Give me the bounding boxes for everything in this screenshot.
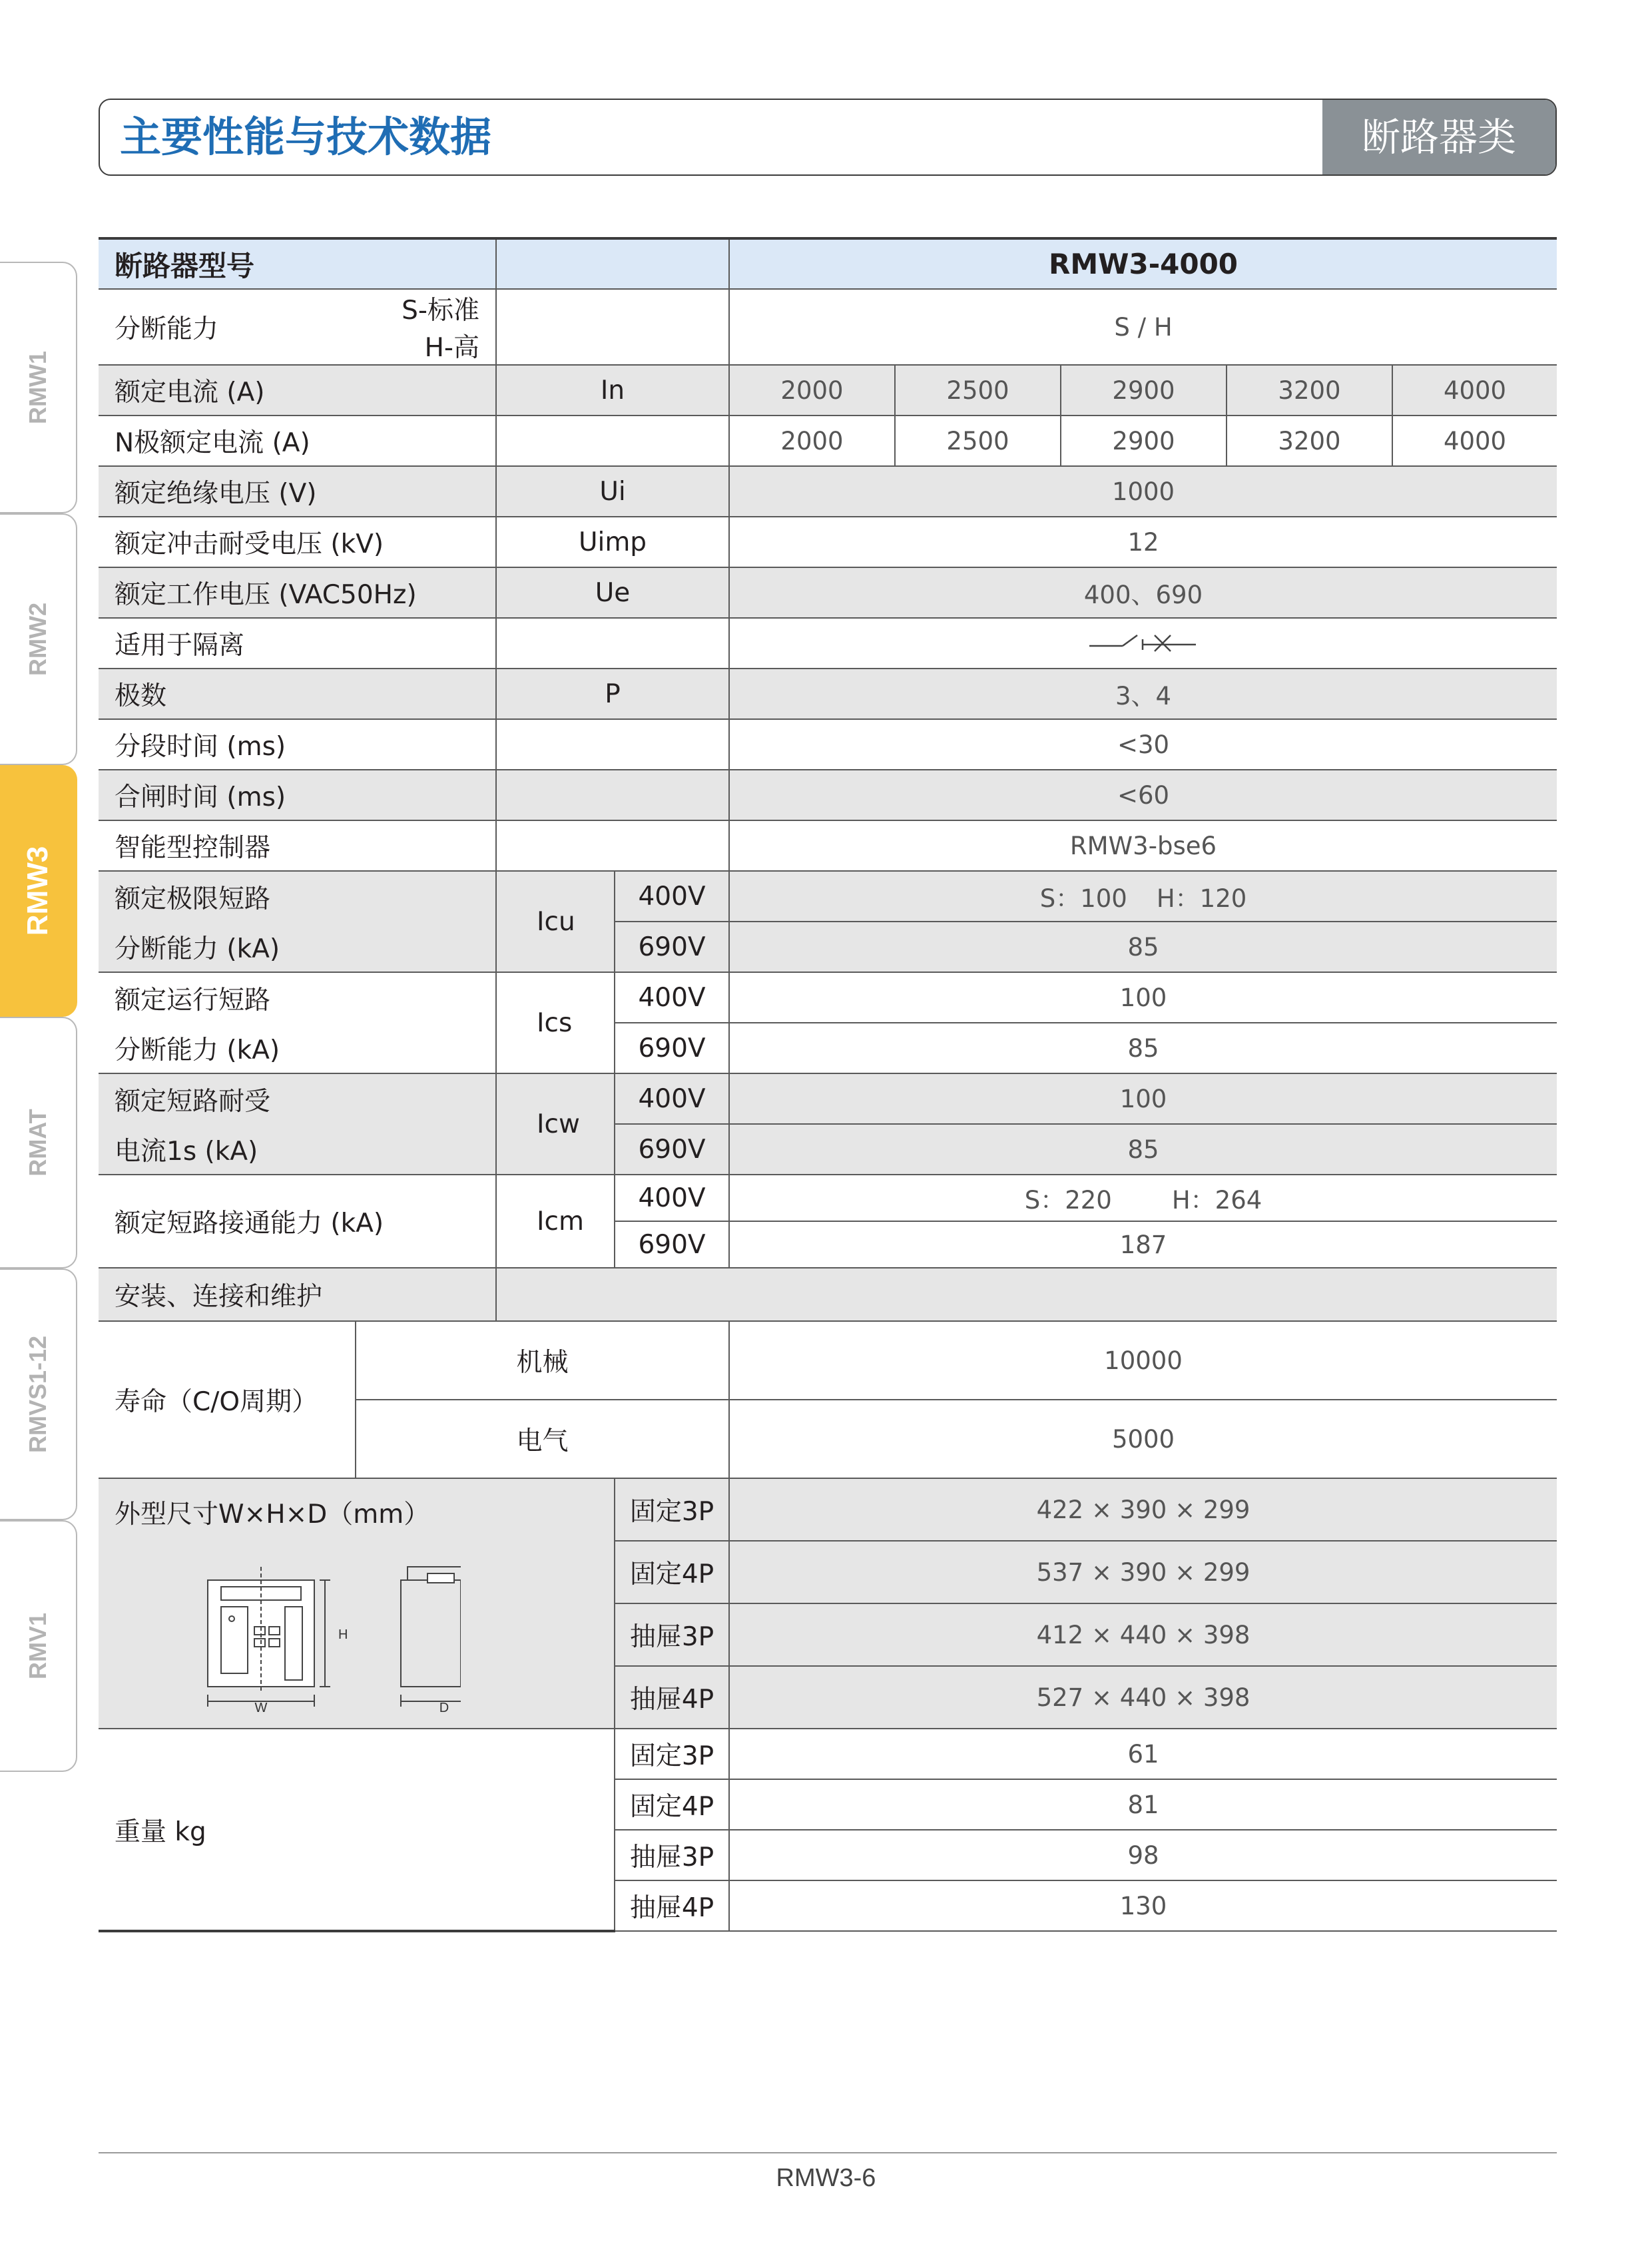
header-label: 断路器型号 xyxy=(99,238,496,289)
tab-rmat[interactable] xyxy=(0,1017,77,1268)
cell-value: 2900 xyxy=(1061,416,1227,466)
row-symbol: Icw xyxy=(496,1073,615,1175)
dim-type: 抽屉4P xyxy=(615,1666,729,1729)
table-row xyxy=(99,820,1557,871)
dim-type: 固定4P xyxy=(615,1541,729,1603)
spec-table xyxy=(99,237,1557,1932)
tab-rmw2[interactable] xyxy=(0,513,77,765)
row-label: 额定极限短路 xyxy=(115,884,271,914)
dim-label-w: W xyxy=(254,1701,268,1713)
model-name: RMW3-4000 xyxy=(729,238,1557,289)
row-label: 额定运行短路 xyxy=(115,985,271,1015)
row-label: 额定短路耐受 xyxy=(115,1086,271,1117)
row-label: 寿命（C/O周期） xyxy=(99,1321,356,1478)
page-header xyxy=(99,99,1557,176)
table-row xyxy=(99,669,1557,719)
tab-label: RMW2 xyxy=(24,603,51,676)
row-value: 12 xyxy=(729,517,1557,567)
row-label: 重量 kg xyxy=(99,1729,615,1931)
row-value: 1000 xyxy=(729,466,1557,517)
weight-value: 61 xyxy=(729,1729,1557,1779)
row-label: 电流1s (kA) xyxy=(99,1124,496,1175)
table-row xyxy=(99,972,1557,1023)
weight-type: 抽屉4P xyxy=(615,1880,729,1931)
table-row xyxy=(99,567,1557,618)
voltage-label: 690V xyxy=(615,1124,729,1175)
tab-rmw1[interactable] xyxy=(0,262,77,513)
dim-type: 固定3P xyxy=(615,1478,729,1541)
value-h: H：120 xyxy=(1156,884,1247,913)
row-symbol: Ics xyxy=(496,972,615,1073)
row-label: 分断能力 xyxy=(115,314,219,344)
row-value: 5000 xyxy=(729,1400,1557,1478)
row-label: 智能型控制器 xyxy=(99,820,496,871)
section-row xyxy=(99,1268,1557,1321)
row-label: 额定冲击耐受电压 (kV) xyxy=(99,517,496,567)
cell-value: 4000 xyxy=(1392,365,1557,416)
cell-value: 3200 xyxy=(1227,365,1392,416)
tab-label: RMW3 xyxy=(21,846,54,936)
cell-value: 3200 xyxy=(1227,416,1392,466)
table-row xyxy=(99,1073,1557,1124)
table-header-row xyxy=(99,238,1557,289)
row-symbol: P xyxy=(496,669,729,719)
row-label: 额定短路接通能力 (kA) xyxy=(99,1175,496,1268)
value-h: H：264 xyxy=(1171,1186,1262,1215)
table-row xyxy=(99,922,1557,972)
row-value: 10000 xyxy=(729,1321,1557,1400)
weight-value: 98 xyxy=(729,1830,1557,1880)
table-row xyxy=(99,1124,1557,1175)
footer-divider xyxy=(99,2152,1557,2153)
row-label: 分断能力 (kA) xyxy=(99,1023,496,1073)
table-row xyxy=(99,1729,1557,1779)
row-label: 合闸时间 (ms) xyxy=(99,770,496,820)
voltage-label: 690V xyxy=(615,1221,729,1268)
table-row xyxy=(99,289,1557,365)
cell-value: 2000 xyxy=(729,365,895,416)
value-s: S：220 xyxy=(1024,1186,1112,1215)
row-symbol: Ui xyxy=(496,466,729,517)
row-label: 分段时间 (ms) xyxy=(99,719,496,770)
voltage-label: 400V xyxy=(615,972,729,1023)
life-elec-label: 电气 xyxy=(356,1400,729,1478)
table-row xyxy=(99,618,1557,669)
table-row xyxy=(99,1321,1557,1400)
tab-rmv1[interactable] xyxy=(0,1520,77,1772)
row-symbol: In xyxy=(496,365,729,416)
tab-label: RMW1 xyxy=(24,351,51,424)
table-row xyxy=(99,517,1557,567)
tab-label: RMVS1-12 xyxy=(24,1335,51,1454)
page-number: RMW3-6 xyxy=(776,2164,876,2192)
tab-label: RMAT xyxy=(24,1109,51,1177)
row-symbol: Uimp xyxy=(496,517,729,567)
weight-value: 130 xyxy=(729,1880,1557,1931)
row-value: RMW3-bse6 xyxy=(729,820,1557,871)
dim-value: 422 × 390 × 299 xyxy=(729,1478,1557,1541)
dim-value: 527 × 440 × 398 xyxy=(729,1666,1557,1729)
table-row xyxy=(99,466,1557,517)
voltage-label: 400V xyxy=(615,1073,729,1124)
value-s: S：100 xyxy=(1039,884,1127,913)
isolation-switch-symbol-icon xyxy=(1087,627,1200,654)
cell-value: 2900 xyxy=(1061,365,1227,416)
row-value: 187 xyxy=(729,1221,1557,1268)
dim-value: 537 × 390 × 299 xyxy=(729,1541,1557,1603)
cell-value: 2500 xyxy=(895,365,1061,416)
voltage-label: 400V xyxy=(615,871,729,922)
voltage-label: 690V xyxy=(615,1023,729,1073)
life-mech-label: 机械 xyxy=(356,1321,729,1400)
row-label: 外型尺寸W×H×D（mm） xyxy=(115,1500,430,1530)
row-value: 100 xyxy=(729,1073,1557,1124)
dim-type: 抽屉3P xyxy=(615,1603,729,1666)
table-row xyxy=(99,770,1557,820)
section-label: 安装、连接和维护 xyxy=(99,1268,496,1321)
row-value: 400、690 xyxy=(729,567,1557,618)
table-row xyxy=(99,1023,1557,1073)
row-symbol: Ue xyxy=(496,567,729,618)
table-row xyxy=(99,1175,1557,1221)
row-label: 极数 xyxy=(99,669,496,719)
table-row xyxy=(99,365,1557,416)
voltage-label: 400V xyxy=(615,1175,729,1221)
table-row xyxy=(99,416,1557,466)
row-value: <30 xyxy=(729,719,1557,770)
table-row xyxy=(99,1478,1557,1541)
row-value xyxy=(729,1175,1557,1221)
breaker-outline-drawing xyxy=(115,1553,461,1713)
row-value: 85 xyxy=(729,1023,1557,1073)
dim-label-d: D xyxy=(439,1701,449,1713)
row-value xyxy=(729,871,1557,922)
table-row xyxy=(99,719,1557,770)
row-value: 85 xyxy=(729,922,1557,972)
weight-type: 固定3P xyxy=(615,1729,729,1779)
row-value: 85 xyxy=(729,1124,1557,1175)
dim-value: 412 × 440 × 398 xyxy=(729,1603,1557,1666)
row-symbol: Icu xyxy=(496,871,615,972)
row-label: 分断能力 (kA) xyxy=(99,922,496,972)
row-value: 100 xyxy=(729,972,1557,1023)
row-label: 额定绝缘电压 (V) xyxy=(99,466,496,517)
weight-type: 抽屉3P xyxy=(615,1830,729,1880)
tab-label: RMV1 xyxy=(24,1612,51,1680)
category-label: 断路器类 xyxy=(1322,100,1555,174)
tab-rmvs1-12[interactable] xyxy=(0,1268,77,1520)
row-value: S / H xyxy=(729,289,1557,365)
weight-value: 81 xyxy=(729,1779,1557,1830)
row-label: 额定电流 (A) xyxy=(99,365,496,416)
weight-type: 固定4P xyxy=(615,1779,729,1830)
page-title: 主要性能与技术数据 xyxy=(120,113,492,161)
row-label: 适用于隔离 xyxy=(99,618,496,669)
row-label: N极额定电流 (A) xyxy=(99,416,496,466)
cell-value: 2500 xyxy=(895,416,1061,466)
cell-value: 2000 xyxy=(729,416,895,466)
row-value: 3、4 xyxy=(729,669,1557,719)
cell-value: 4000 xyxy=(1392,416,1557,466)
tab-rmw3[interactable] xyxy=(0,765,77,1017)
row-note: S-标准 H-高 xyxy=(356,289,496,365)
dim-label-h: H xyxy=(338,1627,348,1642)
row-label: 额定工作电压 (VAC50Hz) xyxy=(99,567,496,618)
row-symbol: Icm xyxy=(496,1175,615,1268)
table-row xyxy=(99,871,1557,922)
voltage-label: 690V xyxy=(615,922,729,972)
row-value: <60 xyxy=(729,770,1557,820)
